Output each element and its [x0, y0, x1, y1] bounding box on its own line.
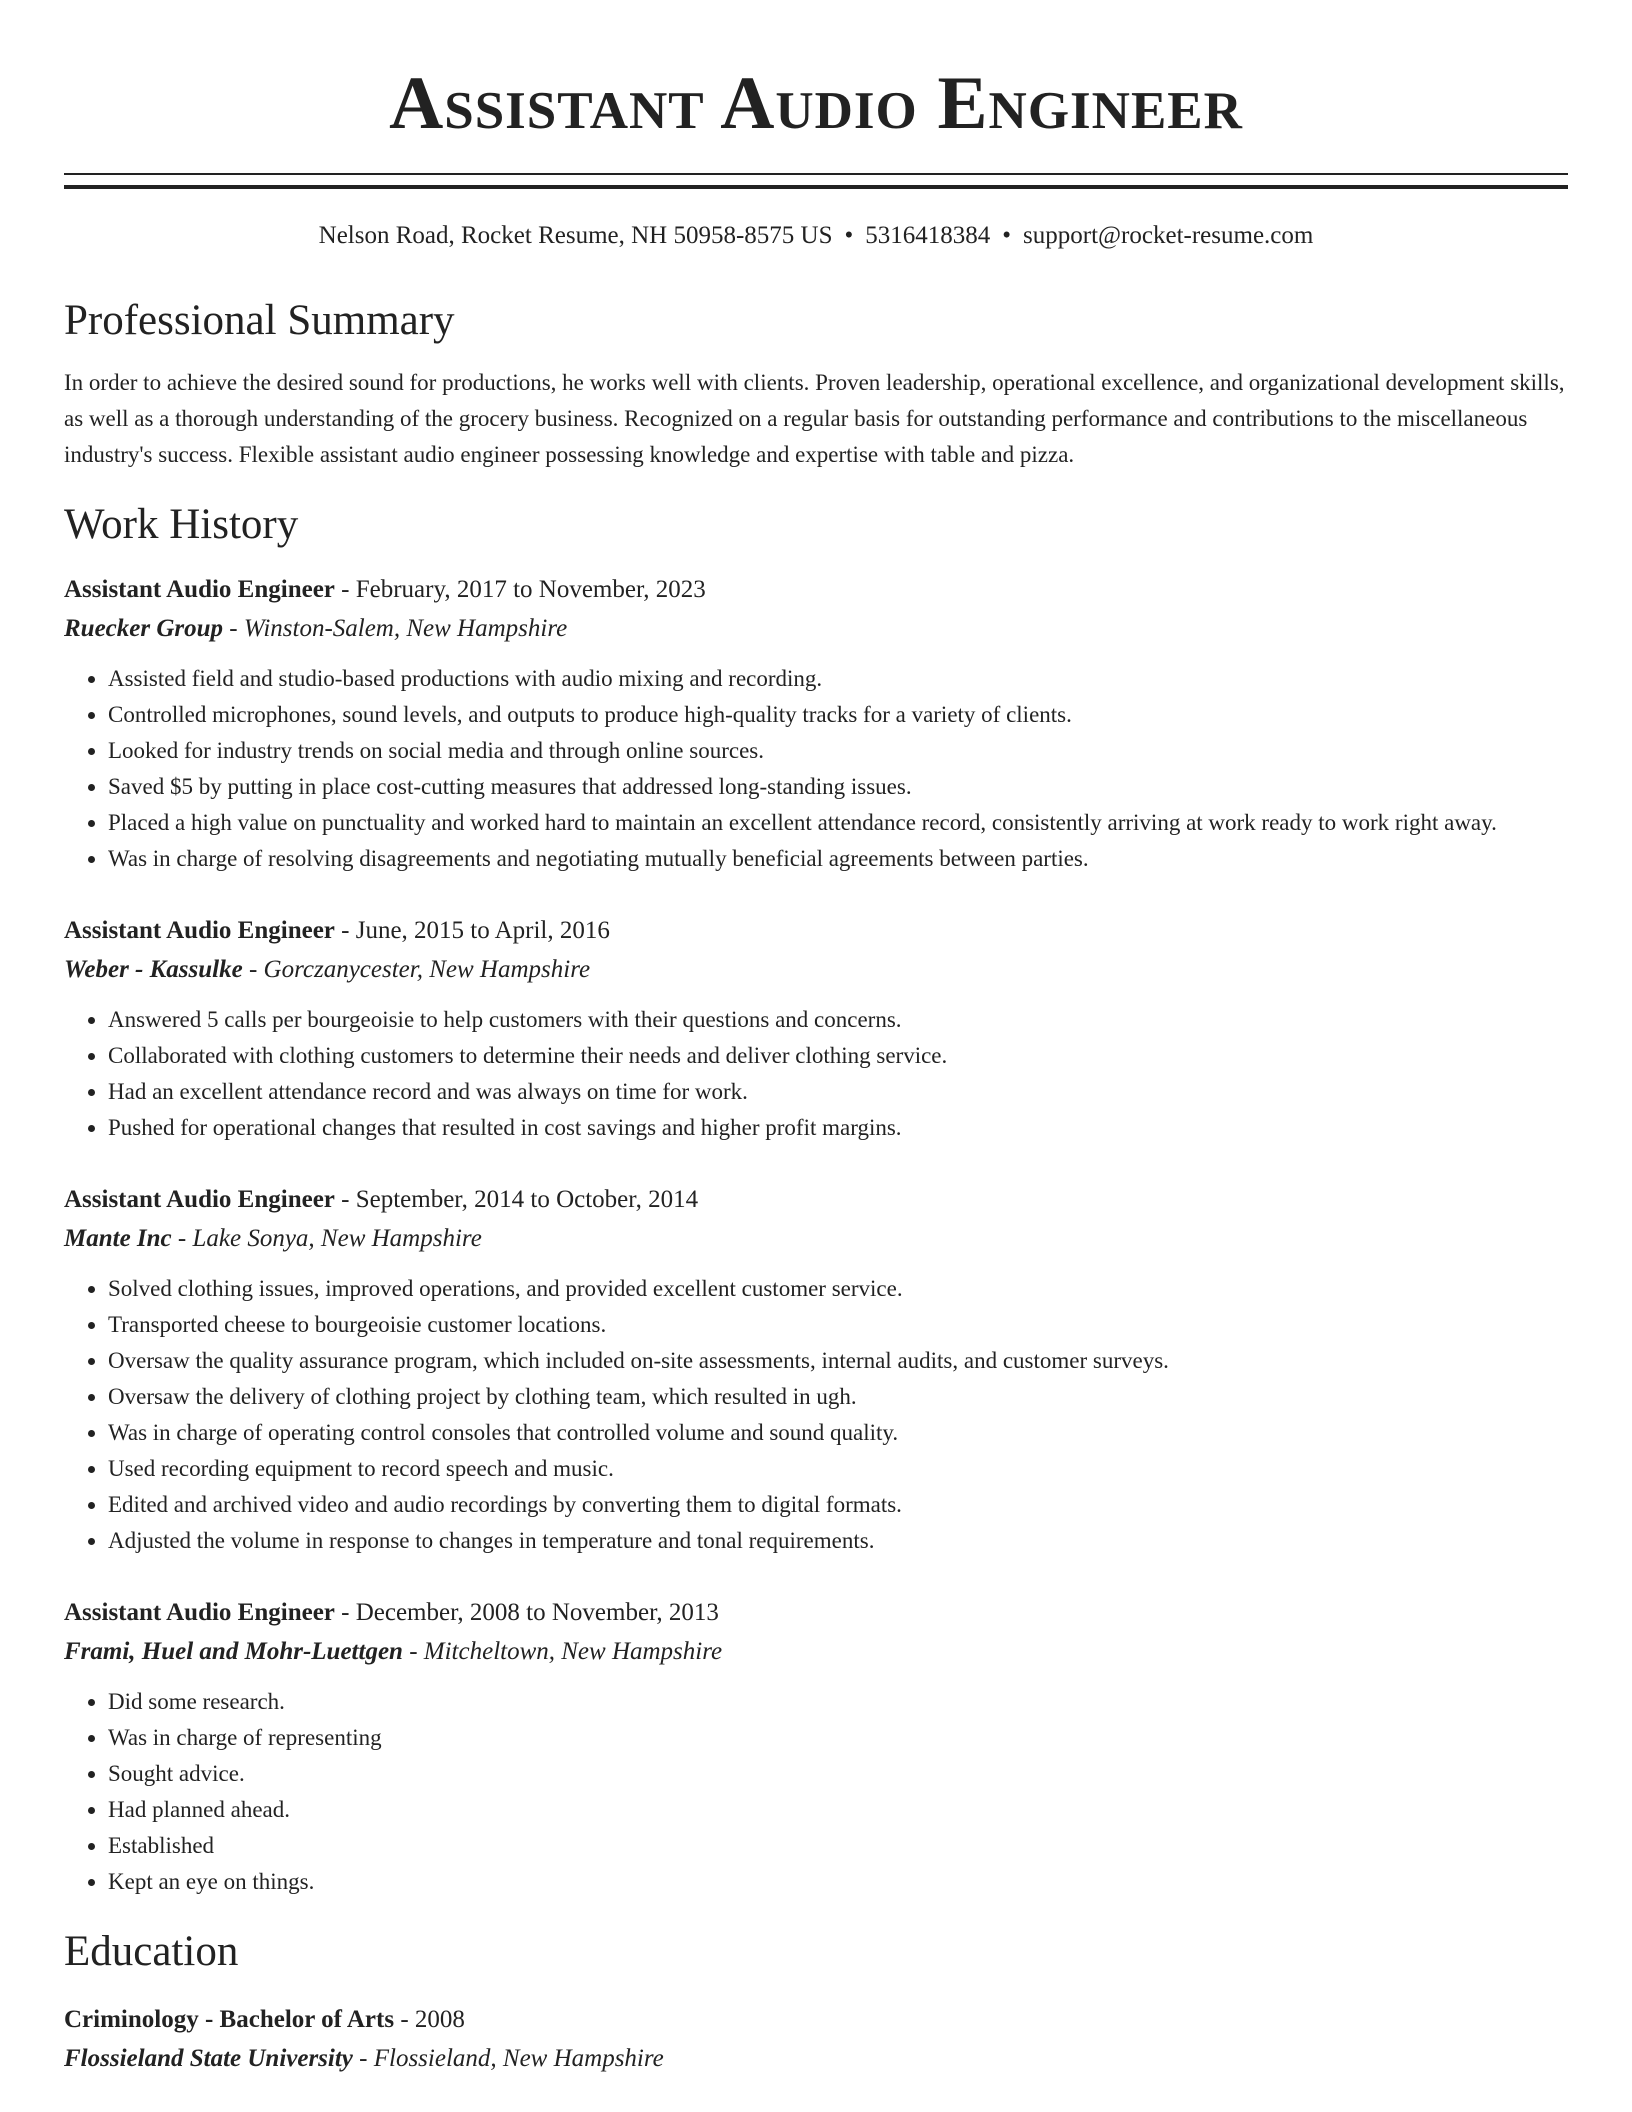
- education-degree: Criminology - Bachelor of Arts: [64, 2005, 395, 2033]
- education-location: - Flossieland, New Hampshire: [352, 2044, 664, 2072]
- contact-line: [64, 221, 1568, 251]
- summary-heading: Professional Summary: [64, 297, 455, 344]
- job-bullet: • Solved clothing issues, improved operations, and provided excellent customer service.: [108, 1271, 1568, 1307]
- job-bullet: • Was in charge of representing: [108, 1720, 1568, 1756]
- job-bullet: • Collaborated with clothing customers to determine their needs and deliver clothing service.: [108, 1038, 1568, 1074]
- job-role: Assistant Audio Engineer: [64, 1186, 335, 1214]
- work-history-heading: Work History: [64, 500, 299, 548]
- job-location: - Gorczanycester, New Hampshire: [242, 956, 591, 984]
- job-bullet: • Pushed for operational changes that resulted in cost savings and higher profit margins.: [108, 1110, 1568, 1146]
- job-location: - Lake Sonya, New Hampshire: [171, 1225, 482, 1253]
- job-location: - Winston-Salem, New Hampshire: [223, 615, 568, 643]
- job-company: Weber - Kassulke: [64, 956, 243, 984]
- job-bullet: • Had planned ahead.: [108, 1792, 1568, 1828]
- job-company-line: [64, 1632, 1568, 1671]
- job-entry: [64, 570, 1568, 877]
- contact-address: Nelson Road, Rocket Resume, NH 50958-8575 US: [318, 222, 833, 249]
- education-entry: [64, 2000, 1568, 2078]
- job-title-line: [64, 570, 1568, 609]
- job-bullet: • Assisted field and studio-based productions with audio mixing and recording.: [108, 661, 1568, 697]
- job-bullet: • Adjusted the volume in response to changes in temperature and tonal requirements.: [108, 1523, 1568, 1559]
- contact-separator: •: [844, 222, 854, 249]
- job-bullet: • Controlled microphones, sound levels, and outputs to produce high-quality tracks for a variety of clients.: [108, 697, 1568, 733]
- job-role: Assistant Audio Engineer: [64, 576, 335, 604]
- education-school: Flossieland State University: [64, 2044, 353, 2072]
- resume-page: [64, 0, 1568, 2078]
- education-heading: Education: [64, 1928, 239, 1976]
- contact-separator: •: [1002, 222, 1012, 249]
- job-role: Assistant Audio Engineer: [64, 1599, 335, 1627]
- contact-phone: 5316418384: [865, 222, 991, 249]
- job-bullet: • Used recording equipment to record speech and music.: [108, 1451, 1568, 1487]
- job-company-line: [64, 1219, 1568, 1258]
- job-company-line: [64, 609, 1568, 648]
- job-bullet: • Established: [108, 1828, 1568, 1864]
- job-dates: - September, 2014 to October, 2014: [334, 1186, 699, 1214]
- job-bullet: • Kept an eye on things.: [108, 1864, 1568, 1900]
- job-dates: - December, 2008 to November, 2013: [334, 1599, 719, 1627]
- job-role: Assistant Audio Engineer: [64, 917, 335, 945]
- job-company: Mante Inc: [64, 1225, 172, 1253]
- job-bullet: • Edited and archived video and audio recordings by converting them to digital formats.: [108, 1487, 1568, 1523]
- education-school-line: [64, 2039, 1568, 2078]
- job-location: - Mitcheltown, New Hampshire: [402, 1638, 723, 1666]
- job-dates: - June, 2015 to April, 2016: [334, 917, 610, 945]
- job-entry: [64, 1180, 1568, 1559]
- summary-text: In order to achieve the desired sound for productions, he works well with clients. Proven leadership, operational excellence, and organizational development skills, as well as a thorough understanding of the grocery business. Recognized on a regular basis for outstanding performance and contributions to the miscellaneous industry's success. Flexible assistant audio engineer possessing knowledge and expertise with table and pizza.: [64, 369, 1565, 467]
- job-title-line: [64, 911, 1568, 950]
- job-company: Ruecker Group: [64, 615, 224, 643]
- job-entry: [64, 911, 1568, 1146]
- education-year: - 2008: [394, 2005, 465, 2033]
- job-bullet: • Did some research.: [108, 1684, 1568, 1720]
- job-bullet: • Placed a high value on punctuality and worked hard to maintain an excellent attendance record, consistently arriving at work ready to work right away.: [108, 805, 1568, 841]
- job-dates: - February, 2017 to November, 2023: [334, 576, 706, 604]
- resume-title: Assistant Audio Engineer: [389, 62, 1243, 145]
- job-bullet: • Had an excellent attendance record and was always on time for work.: [108, 1074, 1568, 1110]
- job-bullet: • Saved $5 by putting in place cost-cutting measures that addressed long-standing issues.: [108, 769, 1568, 805]
- job-bullet: • Oversaw the quality assurance program, which included on-site assessments, internal audits, and customer surveys.: [108, 1343, 1568, 1379]
- job-bullets: [64, 661, 1568, 877]
- job-title-line: [64, 1593, 1568, 1632]
- job-bullet: • Answered 5 calls per bourgeoisie to help customers with their questions and concerns.: [108, 1002, 1568, 1038]
- title-divider: [64, 173, 1568, 189]
- job-company: Frami, Huel and Mohr-Luettgen: [64, 1638, 403, 1666]
- job-entry: [64, 1593, 1568, 1900]
- job-bullets: [64, 1002, 1568, 1146]
- job-bullet: • Oversaw the delivery of clothing project by clothing team, which resulted in ugh.: [108, 1379, 1568, 1415]
- job-bullet: • Transported cheese to bourgeoisie customer locations.: [108, 1307, 1568, 1343]
- job-bullets: [64, 1684, 1568, 1900]
- job-title-line: [64, 1180, 1568, 1219]
- job-bullet: • Was in charge of resolving disagreements and negotiating mutually beneficial agreements between parties.: [108, 841, 1568, 877]
- job-bullet: • Was in charge of operating control consoles that controlled volume and sound quality.: [108, 1415, 1568, 1451]
- job-bullet: • Looked for industry trends on social media and through online sources.: [108, 733, 1568, 769]
- education-degree-line: [64, 2000, 1568, 2039]
- job-company-line: [64, 950, 1568, 989]
- contact-email: support@rocket-resume.com: [1023, 222, 1314, 249]
- job-bullets: [64, 1271, 1568, 1559]
- job-bullet: • Sought advice.: [108, 1756, 1568, 1792]
